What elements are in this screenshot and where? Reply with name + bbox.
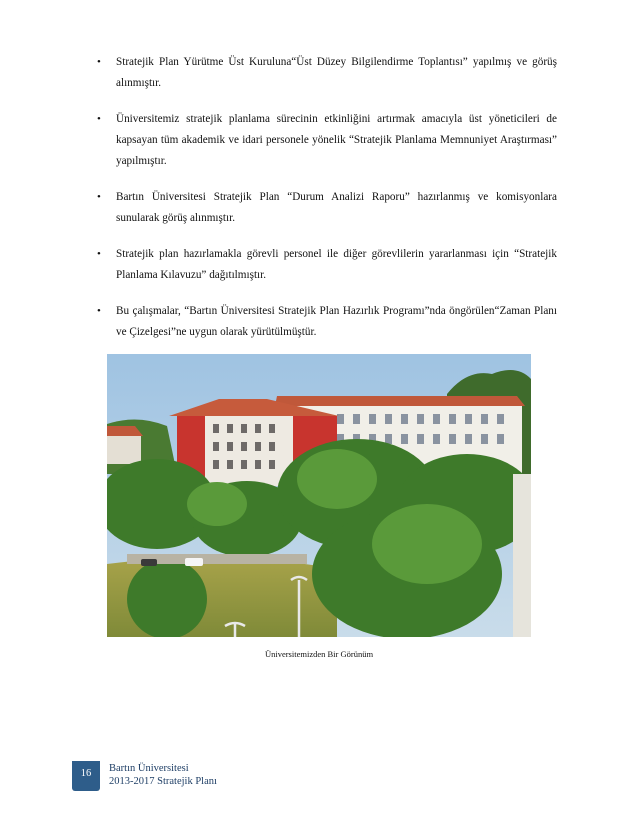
- footer-plan-title: 2013-2017 Stratejik Planı: [109, 776, 217, 787]
- bullet-icon: •: [97, 113, 101, 125]
- campus-photo: [107, 354, 531, 637]
- bullet-icon: •: [97, 191, 101, 203]
- bullet-text: Üniversitemiz stratejik planlama sürecinin etkinliğini artırmak amacıyla üst yöneticileri de kapsayan tüm akademik ve idari personele yönelik “Stratejik Planlama Memnuniyet Araştırması” yapılmıştır.: [116, 113, 557, 167]
- bullet-icon: •: [97, 248, 101, 260]
- footer-university: Bartın Üniversitesi: [109, 763, 189, 774]
- bullet-item: [97, 109, 557, 172]
- figure-caption: Üniversitemizden Bir Görünüm: [264, 649, 374, 659]
- bullet-item: [97, 52, 557, 94]
- bullet-icon: •: [97, 305, 101, 317]
- bullet-item: [97, 187, 557, 229]
- bullet-icon: •: [97, 56, 101, 68]
- bullet-text: Bu çalışmalar, “Bartın Üniversitesi Stratejik Plan Hazırlık Programı”nda öngörülen“Zaman Planı ve Çizelgesi”ne uygun olarak yürütülmüştür.: [116, 305, 557, 338]
- page-number: 16: [80, 768, 92, 779]
- bullet-list: [97, 52, 557, 358]
- bullet-item: [97, 244, 557, 286]
- page-footer: [109, 762, 217, 788]
- bullet-text: Stratejik plan hazırlamakla görevli personel ile diğer görevlilerin yararlanması için “Stratejik Planlama Kılavuzu” dağıtılmıştır.: [116, 248, 557, 281]
- page-number-tab: [72, 761, 100, 791]
- bullet-text: Bartın Üniversitesi Stratejik Plan “Durum Analizi Raporu” hazırlanmış ve komisyonlara sunularak görüş alınmıştır.: [116, 191, 557, 224]
- bullet-item: [97, 301, 557, 343]
- bullet-text: Stratejik Plan Yürütme Üst Kuruluna“Üst Düzey Bilgilendirme Toplantısı” yapılmış ve görüş alınmıştır.: [116, 56, 557, 89]
